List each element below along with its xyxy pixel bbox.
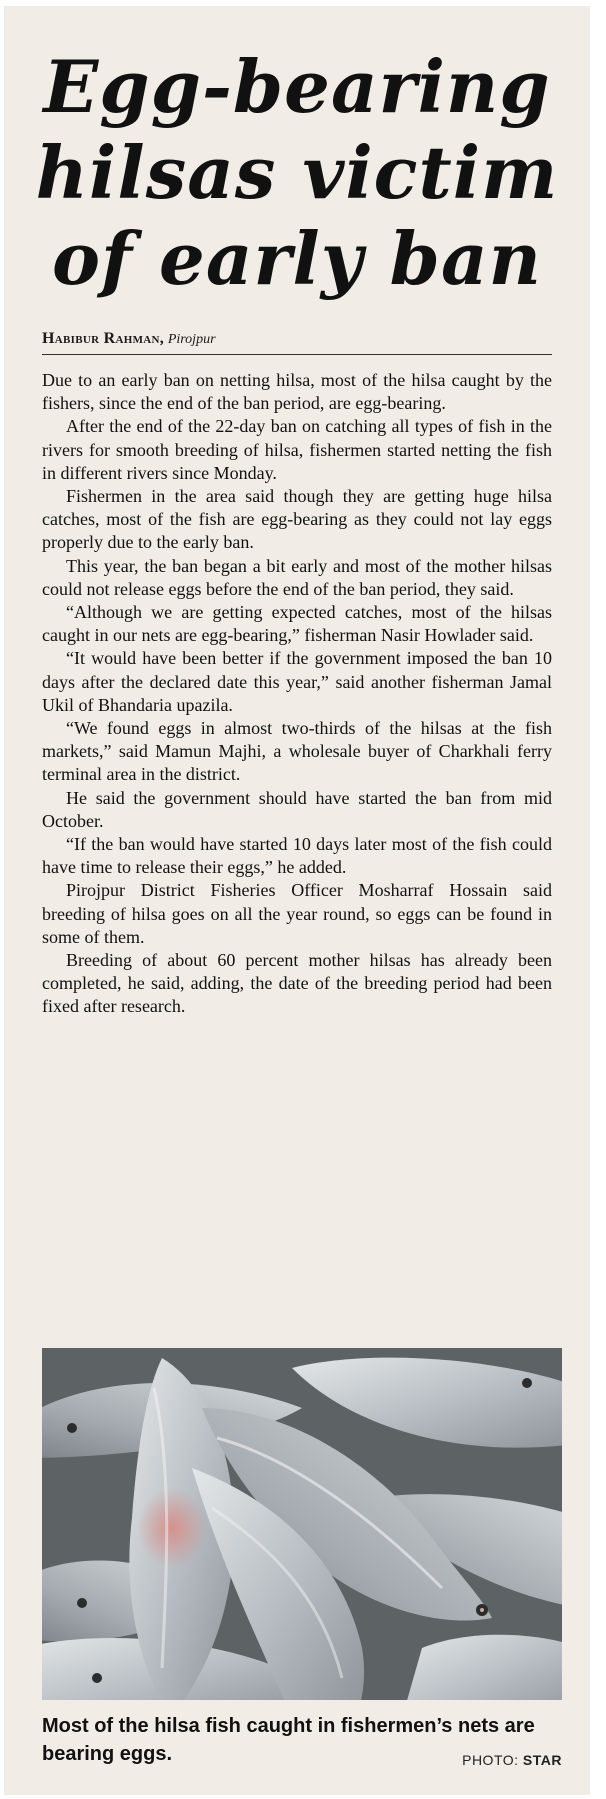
article-paragraph: This year, the ban began a bit early and most of the mother hilsas could not release eggs before the end of the ban period, they said.	[42, 555, 552, 599]
article-paragraph: Fishermen in the area said though they are getting huge hilsa catches, most of the fish are egg-bearing as they could not lay eggs properly due to the early ban.	[42, 486, 552, 553]
photo-credit-source: STAR	[522, 1752, 562, 1768]
article-paragraph: “If the ban would have started 10 days later most of the fish could have time to release their eggs,” he added.	[42, 834, 552, 878]
article-paragraph: “It would have been better if the government imposed the ban 10 days after the declared date this year,” said another fisherman Jamal Ukil of Bhandaria upazila.	[42, 648, 552, 715]
newspaper-clipping	[4, 6, 590, 1795]
photo-caption: Most of the hilsa fish caught in fishermen’s nets are bearing eggs.	[42, 1715, 535, 1765]
hilsa-fish-photo	[42, 1348, 562, 1700]
photo-credit-label: PHOTO:	[462, 1752, 519, 1768]
article-paragraph: “Although we are getting expected catches, most of the hilsas caught in our nets are egg-bearing,” fisherman Nasir Howlader said.	[42, 602, 552, 646]
headline-line: of early ban	[51, 216, 543, 301]
photo-credit	[462, 1752, 562, 1768]
article-paragraph: Breeding of about 60 percent mother hilsas has already been completed, he said, adding, the date of the breeding period had been fixed after research.	[42, 950, 552, 1017]
article-paragraph: Pirojpur District Fisheries Officer Mosharraf Hossain said breeding of hilsa goes on all the year round, so eggs can be found in some of them.	[42, 880, 552, 947]
article-paragraph: He said the government should have started the ban from mid October.	[42, 787, 552, 831]
article-paragraph: Due to an early ban on netting hilsa, most of the hilsa caught by the fishers, since the end of the ban period, are egg-bearing.	[42, 370, 552, 414]
byline-location: Pirojpur	[167, 332, 216, 347]
article-body	[42, 369, 552, 1019]
article-paragraph: “We found eggs in almost two-thirds of the hilsas at the fish markets,” said Mamun Majhi, a wholesale buyer of Charkhali ferry terminal area in the district.	[42, 718, 552, 785]
byline-author: Habibur Rahman,	[42, 330, 165, 347]
headline	[4, 6, 590, 302]
headline-line: Egg-bearing	[43, 44, 551, 129]
article-paragraph: After the end of the 22-day ban on catching all types of fish in the rivers for smooth breeding of hilsa, fishermen started netting the fish in different rivers since Monday.	[42, 416, 552, 483]
headline-line: hilsas victim	[35, 130, 559, 215]
byline	[42, 330, 552, 355]
